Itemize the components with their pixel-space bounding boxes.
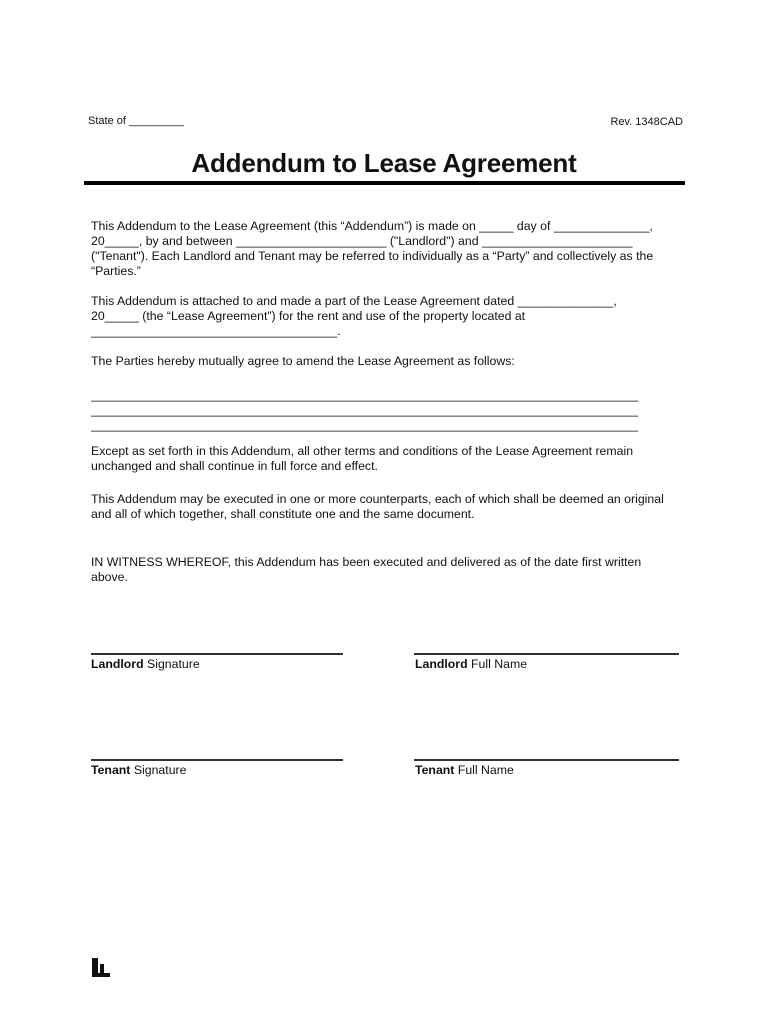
- amendment-blank-line: ________________________________________________________________________________: [91, 403, 639, 417]
- witness-line: above.: [91, 570, 128, 584]
- intro-line: ("Tenant"). Each Landlord and Tenant may be referred to individually as a “Party” and collectively as the: [91, 249, 654, 263]
- attachment-paragraph: [91, 294, 681, 339]
- tenant-name-label-bold: Tenant: [415, 763, 455, 777]
- tenant-signature-line[interactable]: [91, 759, 343, 761]
- landlord-signature-label-bold: Landlord: [91, 657, 144, 671]
- intro-paragraph: [91, 219, 681, 279]
- page-title: Addendum to Lease Agreement: [191, 148, 577, 178]
- revision-label: Rev. 1348CAD: [610, 116, 683, 128]
- landlord-signature-label-text: Signature: [143, 657, 200, 671]
- state-field: State of _________: [88, 115, 185, 127]
- landlord-name-line[interactable]: [414, 653, 679, 655]
- counterparts-line: This Addendum may be executed in one or more counterparts, each of which shall be deemed an original: [91, 492, 664, 506]
- brand-logo-icon: [92, 958, 110, 977]
- landlord-name-label: [415, 657, 527, 671]
- counterparts-paragraph: [91, 492, 681, 522]
- amendment-blank-line: ________________________________________________________________________________: [91, 388, 639, 402]
- landlord-signature-label: [91, 657, 200, 671]
- amendment-blank-line: ________________________________________________________________________________: [91, 418, 639, 432]
- intro-line: This Addendum to the Lease Agreement (this “Addendum”) is made on _____ day of ______________,: [91, 219, 653, 233]
- tenant-signature-label-bold: Tenant: [91, 763, 131, 777]
- title-rule: [84, 181, 685, 185]
- attachment-line: This Addendum is attached to and made a part of the Lease Agreement dated ______________,: [91, 294, 617, 308]
- amend-intro-paragraph: [91, 354, 681, 369]
- terms-line: Except as set forth in this Addendum, all other terms and conditions of the Lease Agreement remain: [91, 444, 634, 458]
- landlord-signature-line[interactable]: [91, 653, 343, 655]
- tenant-name-label: [415, 763, 514, 777]
- tenant-name-label-text: Full Name: [454, 763, 514, 777]
- terms-paragraph: [91, 444, 681, 474]
- tenant-signature-label-text: Signature: [130, 763, 187, 777]
- amendment-blanks: [91, 388, 681, 433]
- counterparts-line: and all of which together, shall constitute one and the same document.: [91, 507, 475, 521]
- amend-intro-line: The Parties hereby mutually agree to amend the Lease Agreement as follows:: [91, 354, 515, 368]
- landlord-name-label-text: Full Name: [467, 657, 528, 671]
- witness-line: IN WITNESS WHEREOF, this Addendum has been executed and delivered as of the date first written: [91, 555, 642, 569]
- attachment-line: ____________________________________.: [91, 324, 341, 338]
- landlord-name-label-bold: Landlord: [415, 657, 468, 671]
- terms-line: unchanged and shall continue in full force and effect.: [91, 459, 378, 473]
- witness-paragraph: [91, 555, 681, 585]
- tenant-signature-label: [91, 763, 186, 777]
- intro-line: 20_____, by and between ______________________ ("Landlord") and ______________________: [91, 234, 633, 248]
- tenant-name-line[interactable]: [414, 759, 679, 761]
- intro-line: “Parties.”: [91, 264, 141, 278]
- attachment-line: 20_____ (the “Lease Agreement”) for the rent and use of the property located at: [91, 309, 526, 323]
